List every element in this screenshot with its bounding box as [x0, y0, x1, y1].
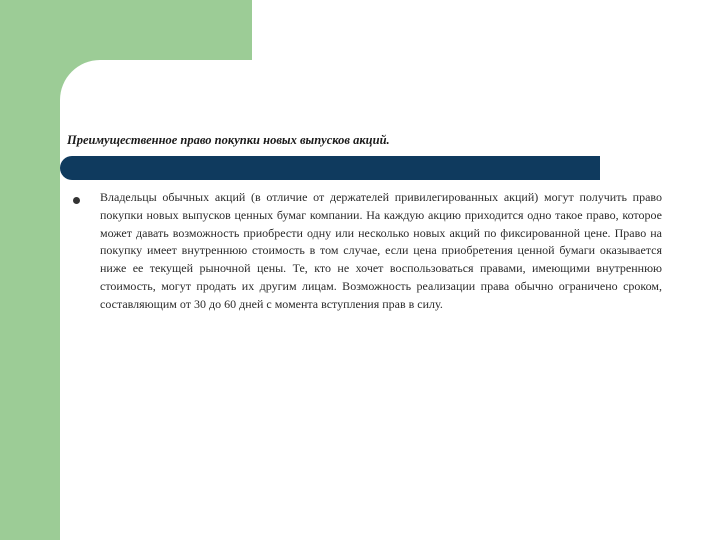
decorative-green-band-top — [0, 0, 252, 60]
title-underline-bar — [60, 156, 600, 180]
decorative-corner-round — [60, 60, 140, 140]
bullet-text: Владельцы обычных акций (в отличие от держателей привилегированных акций) могут получить право покупки новых выпусков ценных бумаг компании. На каждую акцию приходится одно такое право, которое может давать возможность приобрести одну или несколько новых акций по фиксированной цене. Право на покупку имеет внутреннюю стоимость в том случае, если цена приобретения ценной бумаги оказывается ниже ее текущей рыночной цены. Те, кто не хочет воспользоваться правами, имеющими внутреннюю стоимость, могут продать их другим лицам. Возможность реализации права обычно ограничено сроком, составляющим от 30 до 60 дней с момента вступления прав в силу. — [100, 190, 662, 311]
slide-title: Преимущественное право покупки новых выпусков акций. — [67, 133, 390, 147]
bullet-dot-icon — [73, 197, 80, 204]
decorative-green-band-left — [0, 0, 60, 540]
